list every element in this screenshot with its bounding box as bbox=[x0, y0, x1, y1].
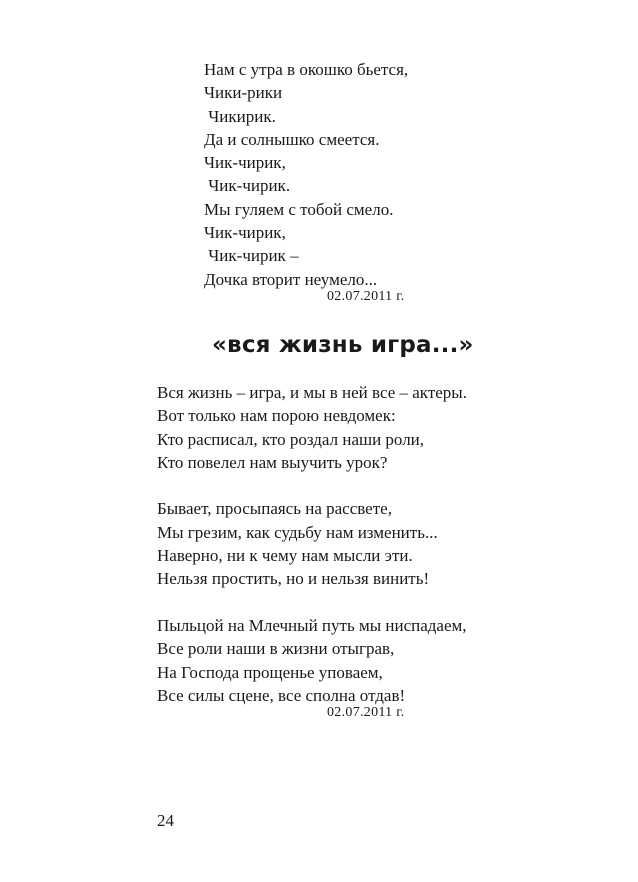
page-number: 24 bbox=[157, 811, 174, 830]
poem-2-line: Кто расписал, кто роздал наши роли, bbox=[157, 429, 425, 449]
poem-1-line: Чик-чирик, bbox=[204, 223, 286, 243]
poem-2-line: Нельзя простить, но и нельзя винить! bbox=[157, 569, 430, 589]
poem-2-line: Кто повелел нам выучить урок? bbox=[157, 452, 388, 472]
poem-1-line: Нам с утра в окошко бьется, bbox=[204, 60, 409, 79]
poem-2-line: Вот только нам порою невдомек: bbox=[157, 406, 396, 426]
poem-2-date: 02.07.2011 г. bbox=[327, 705, 405, 720]
poem-2-line: Пыльцой на Млечный путь мы ниспадаем, bbox=[157, 615, 467, 635]
poem-1-line: Чик-чирик, bbox=[204, 153, 286, 173]
poem-2-line: Все роли наши в жизни отыграв, bbox=[157, 639, 395, 659]
poem-1-line: Чики-рики bbox=[204, 83, 283, 103]
poem-2-title: «вся жизнь игра...» bbox=[212, 332, 474, 358]
poem-1 bbox=[204, 58, 584, 291]
poem-2 bbox=[157, 381, 597, 730]
poem-1-line: Да и солнышко смеется. bbox=[204, 129, 380, 149]
poem-2-line: Наверно, ни к чему нам мысли эти. bbox=[157, 546, 413, 566]
poem-1-line: Чикирик. bbox=[204, 106, 276, 126]
poem-1-line: Чик-чирик – bbox=[204, 246, 299, 266]
poem-2-line: Бывает, просыпаясь на рассвете, bbox=[157, 499, 392, 519]
stanza-2 bbox=[157, 497, 597, 590]
poem-1-line: Дочка вторит неумело... bbox=[204, 269, 378, 289]
poem-2-line: На Господа прощенье уповаем, bbox=[157, 662, 383, 682]
stanza-1 bbox=[157, 381, 597, 474]
poem-1-line: Чик-чирик. bbox=[204, 176, 291, 196]
poem-1-line: Мы гуляем с тобой смело. bbox=[204, 199, 394, 219]
poem-2-line: Вся жизнь – игра, и мы в ней все – актеры. bbox=[157, 383, 467, 402]
poem-2-line: Мы грезим, как судьбу нам изменить... bbox=[157, 522, 438, 542]
stanza-3 bbox=[157, 614, 597, 707]
poem-1-date: 02.07.2011 г. bbox=[327, 289, 405, 304]
poem-2-line: Все силы сцене, все сполна отдав! bbox=[157, 685, 406, 705]
